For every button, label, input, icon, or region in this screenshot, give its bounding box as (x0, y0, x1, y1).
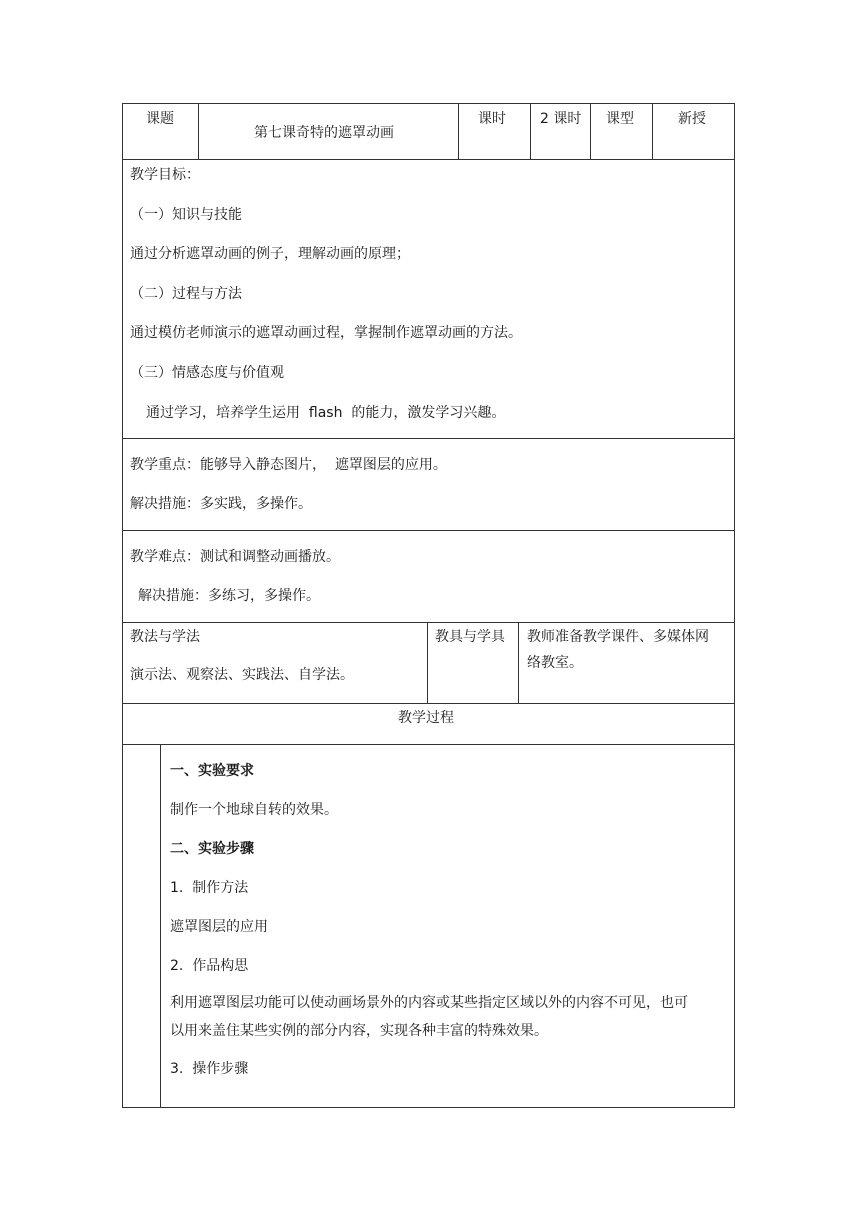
table-divider (122, 530, 735, 531)
topic-value: 第七课奇特的遮罩动画 (254, 125, 394, 141)
table-border-bottom (122, 1107, 735, 1108)
table-divider (122, 159, 735, 160)
table-divider (122, 438, 735, 439)
step-text: 利用遮罩图层功能可以使动画场景外的内容或某些指定区域以外的内容不可见，也可 (170, 995, 688, 1011)
hours-value: 2 课时 (540, 111, 582, 127)
key-points-text: 教学重点：能够导入静态图片， 遮罩图层的应用。 (130, 457, 447, 473)
table-col-divider (652, 103, 653, 160)
table-border-left (122, 103, 123, 1108)
methods-value: 演示法、观察法、实践法、自学法。 (130, 667, 354, 683)
type-value: 新授 (678, 111, 706, 127)
step-title: 1. 制作方法 (170, 880, 249, 896)
step-text: 以用来盖住某些实例的部分内容，实现各种丰富的特殊效果。 (170, 1023, 548, 1039)
table-border-right (734, 103, 735, 1108)
table-divider (122, 703, 735, 704)
table-col-divider (427, 622, 428, 704)
topic-label: 课题 (146, 111, 174, 127)
table-divider (122, 744, 735, 745)
table-col-divider (590, 103, 591, 160)
objective-heading: （三）情感态度与价值观 (130, 365, 284, 381)
requirements-text: 制作一个地球自转的效果。 (170, 802, 338, 818)
process-title: 教学过程 (398, 710, 454, 726)
methods-label: 教法与学法 (130, 629, 200, 645)
step-title: 2. 作品构思 (170, 958, 249, 974)
tools-label: 教具与学具 (435, 629, 505, 645)
objective-heading: （一）知识与技能 (130, 207, 242, 223)
difficulties-text: 教学难点：测试和调整动画播放。 (130, 549, 340, 565)
difficulties-measure: 解决措施：多练习，多操作。 (138, 588, 320, 604)
step-text: 遮罩图层的应用 (170, 919, 268, 935)
table-col-divider (458, 103, 459, 160)
tools-value: 教师准备教学课件、多媒体网 (527, 629, 709, 645)
table-border-top (122, 103, 735, 104)
hours-label: 课时 (478, 111, 506, 127)
table-divider (122, 622, 735, 623)
process-indent-divider (160, 744, 161, 1108)
tools-value: 络教室。 (527, 655, 583, 671)
table-col-divider (518, 622, 519, 704)
type-label: 课型 (606, 111, 634, 127)
objectives-title: 教学目标： (130, 167, 200, 183)
objective-text: 通过模仿老师演示的遮罩动画过程，掌握制作遮罩动画的方法。 (130, 325, 522, 341)
requirements-heading: 一、实验要求 (170, 763, 254, 779)
objective-text: 通过学习，培养学生运用 flash 的能力，激发学习兴趣。 (146, 405, 506, 421)
objective-text: 通过分析遮罩动画的例子，理解动画的原理； (130, 246, 410, 262)
table-col-divider (530, 103, 531, 160)
objective-heading: （二）过程与方法 (130, 286, 242, 302)
table-col-divider (198, 103, 199, 160)
steps-heading: 二、实验步骤 (170, 841, 254, 857)
key-points-measure: 解决措施：多实践，多操作。 (130, 496, 312, 512)
step-title: 3. 操作步骤 (170, 1061, 249, 1077)
